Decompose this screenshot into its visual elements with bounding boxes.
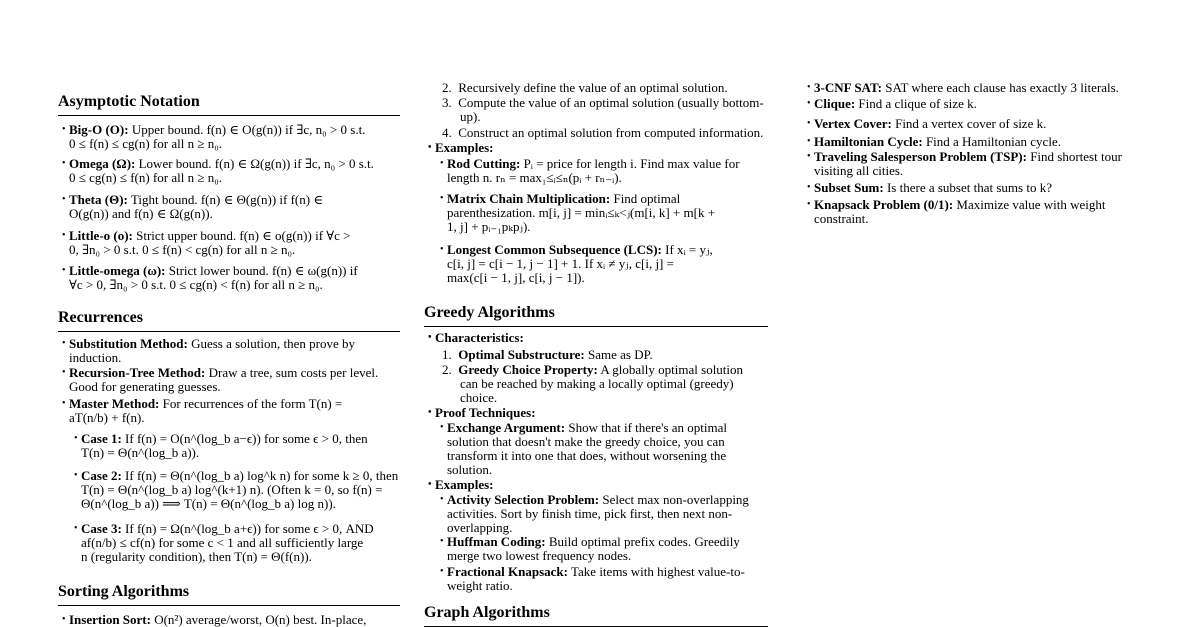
list-item: • Exchange Argument: Show that if there's an optimal solution that doesn't make the greedy choice, you can transform it into one that does, without worsening the solution.: [447, 421, 768, 477]
list-item: • Case 3: If f(n) = Ω(n^(log_b a+ϵ)) for some ϵ > 0, AND af(n/b) ≤ cf(n) for some c < 1 and all sufficiently large n (regularity condition), then T(n) = Θ(f(n)).: [81, 522, 401, 564]
list-item: 2. Greedy Choice Property: A globally optimal solution can be reached by making a locally optimal (greedy) choice.: [442, 362, 744, 405]
list-item: • Recursion-Tree Method: Draw a tree, sum costs per level. Good for generating guesses.: [69, 366, 401, 394]
list-item: 1. Optimal Substructure: Same as DP.: [442, 347, 653, 362]
list-item: • Insertion Sort: O(n²) average/worst, O(n) best. In-place,: [69, 613, 401, 627]
list-item: • Longest Common Subsequence (LCS): If xᵢ = yⱼ, c[i, j] = c[i − 1, j − 1] + 1. If xᵢ ≠ yⱼ, c[i, j] = max(c[i − 1, j], c[i, j − 1]).: [447, 243, 768, 285]
list-item: 2. Recursively define the value of an optimal solution.: [442, 80, 728, 95]
list-item: • Theta (Θ): Tight bound. f(n) ∈ Θ(g(n)) if f(n) ∈ O(g(n)) and f(n) ∈ Ω(g(n)).: [69, 193, 401, 221]
list-item: • Traveling Salesperson Problem (TSP): Find shortest tour visiting all cities.: [814, 150, 1138, 178]
list-item: • Knapsack Problem (0/1): Maximize value with weight constraint.: [814, 198, 1138, 226]
section-title-greedy: Greedy Algorithms: [424, 303, 768, 327]
list-item: • Hamiltonian Cycle: Find a Hamiltonian cycle.: [814, 135, 1138, 149]
list-item: • Omega (Ω): Lower bound. f(n) ∈ Ω(g(n)) if ∃c, n₀ > 0 s.t. 0 ≤ cg(n) ≤ f(n) for all n ≥ n₀.: [69, 157, 401, 185]
list-item: • Case 2: If f(n) = Θ(n^(log_b a) log^k n) for some k ≥ 0, then T(n) = Θ(n^(log_b a) log^(k+1) n). (Often k = 0, so f(n) = Θ(n^(log_b a)) ⟹ T(n) = Θ(n^(log_b a) log n)).: [81, 469, 401, 511]
list-item: • Little-o (o): Strict upper bound. f(n) ∈ o(g(n)) if ∀c > 0, ∃n₀ > 0 s.t. 0 ≤ f(n) < cg(n) for all n ≥ n₀.: [69, 229, 401, 257]
examples-label: • Examples:: [435, 141, 494, 155]
list-item: • Clique: Find a clique of size k.: [814, 97, 1138, 111]
list-item: • Matrix Chain Multiplication: Find optimal parenthesization. m[i, j] = minᵢ≤ₖ<ⱼ(m[i, k] + m[k + 1, j] + pᵢ₋₁pₖpⱼ).: [447, 192, 768, 234]
examples-label: • Examples:: [435, 478, 494, 492]
list-item: • Little-omega (ω): Strict lower bound. f(n) ∈ ω(g(n)) if ∀c > 0, ∃n₀ > 0 s.t. 0 ≤ cg(n) < f(n) for all n ≥ n₀.: [69, 264, 401, 292]
section-title-asymptotic: Asymptotic Notation: [58, 92, 400, 116]
section-title-graph: Graph Algorithms: [424, 603, 768, 627]
list-item: • Fractional Knapsack: Take items with highest value-to- weight ratio.: [447, 565, 768, 593]
section-title-sorting: Sorting Algorithms: [58, 582, 400, 606]
list-item: • Substitution Method: Guess a solution, then prove by induction.: [69, 337, 401, 365]
list-item: • Big-O (O): Upper bound. f(n) ∈ O(g(n)) if ∃c, n₀ > 0 s.t. 0 ≤ f(n) ≤ cg(n) for all n ≥ n₀.: [69, 123, 401, 151]
list-item: • Rod Cutting: Pᵢ = price for length i. Find max value for length n. rₙ = max₁≤ᵢ≤ₙ(pᵢ + rₙ₋ᵢ).: [447, 157, 768, 185]
list-item: 4. Construct an optimal solution from computed information.: [442, 125, 764, 140]
list-item: 3. Compute the value of an optimal solution (usually bottom- up).: [442, 95, 764, 124]
list-item: • 3-CNF SAT: SAT where each clause has exactly 3 literals.: [814, 81, 1138, 95]
section-title-recurrences: Recurrences: [58, 308, 400, 332]
list-item: • Huffman Coding: Build optimal prefix codes. Greedily merge two lowest frequency nodes.: [447, 535, 768, 563]
list-item: • Activity Selection Problem: Select max non-overlapping activities. Sort by finish time, pick first, then next non- overlapping.: [447, 493, 768, 535]
list-item: • Vertex Cover: Find a vertex cover of size k.: [814, 117, 1138, 131]
characteristics-label: • Characteristics:: [435, 331, 524, 345]
list-item: • Master Method: For recurrences of the form T(n) = aT(n/b) + f(n).: [69, 397, 401, 425]
list-item: • Subset Sum: Is there a subset that sums to k?: [814, 181, 1138, 195]
list-item: • Case 1: If f(n) = O(n^(log_b a−ϵ)) for some ϵ > 0, then T(n) = Θ(n^(log_b a)).: [81, 432, 401, 460]
proof-techniques-label: • Proof Techniques:: [435, 406, 536, 420]
